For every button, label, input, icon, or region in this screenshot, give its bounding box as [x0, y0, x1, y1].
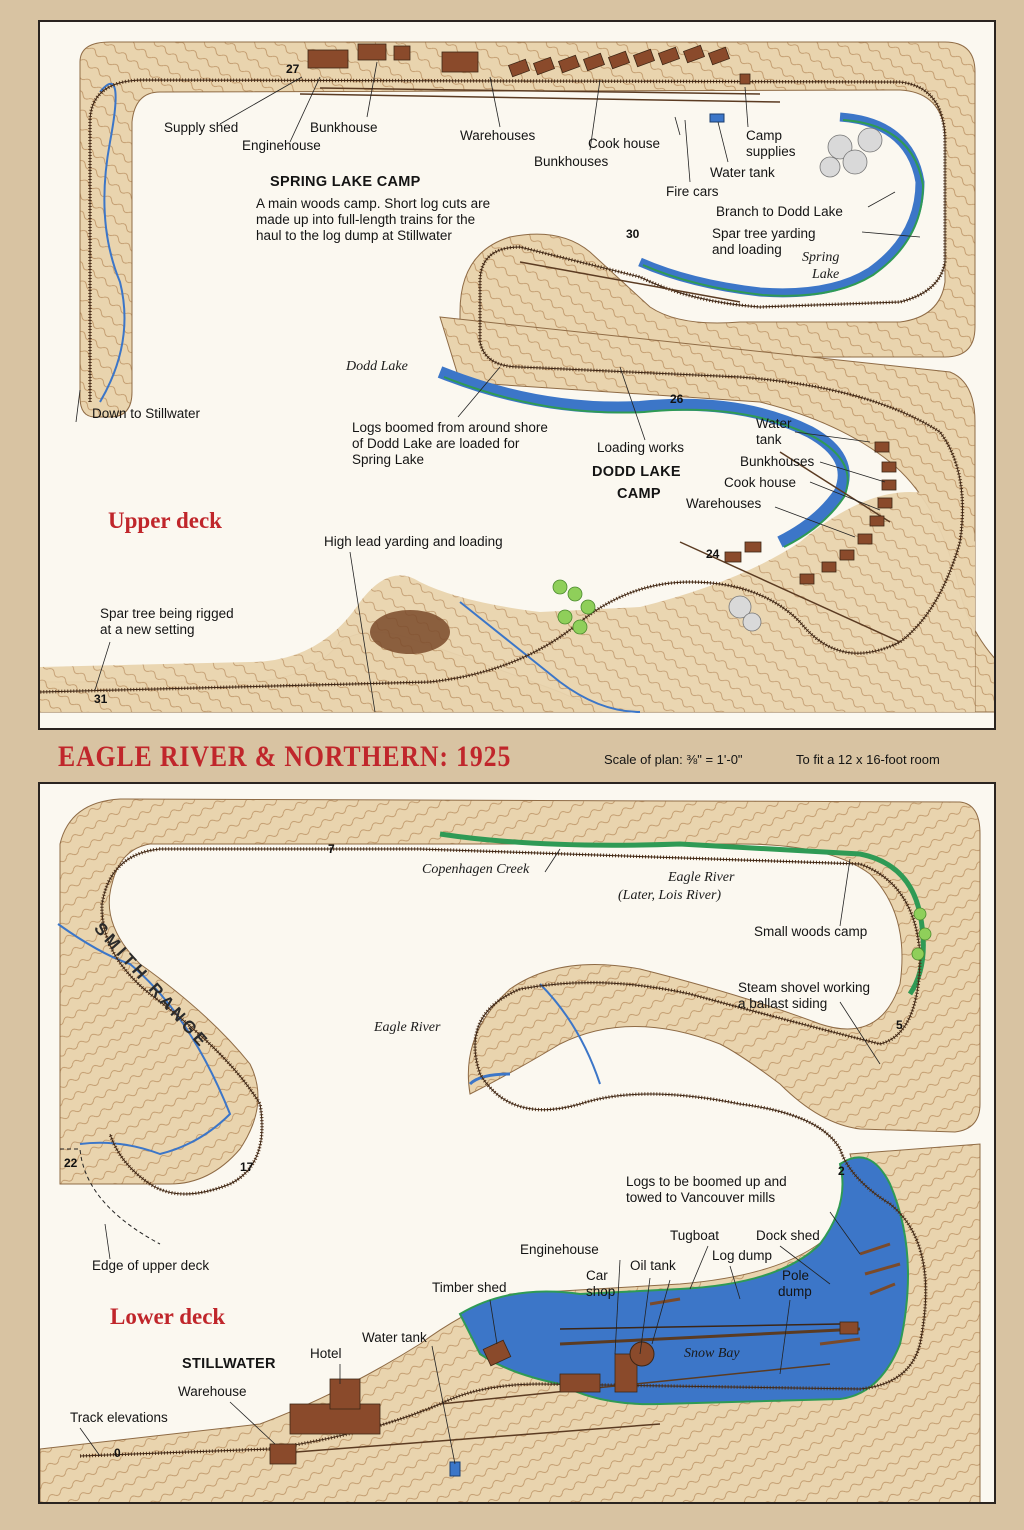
- smith-range-label: SMITH RANGE: [90, 918, 214, 1053]
- label-oil-tank: Oil tank: [630, 1258, 676, 1273]
- upper-deck-label: Upper deck: [108, 508, 222, 533]
- elevation-24: 24: [706, 547, 720, 561]
- label-eagle-river-2: (Later, Lois River): [618, 888, 722, 903]
- label-cook-house2: Cook house: [724, 475, 797, 490]
- elevation-30: 30: [626, 227, 640, 241]
- label-eagle-river-1: Eagle River: [668, 870, 735, 885]
- label-pole-dump-2: dump: [778, 1284, 812, 1299]
- label-tugboat: Tugboat: [670, 1228, 720, 1243]
- label-hotel: Hotel: [310, 1346, 342, 1361]
- oil-tank-shape: [630, 1342, 654, 1366]
- log-pile: [370, 610, 450, 654]
- label-water-tank-lower: Water tank: [362, 1330, 427, 1345]
- label-track-elevations: Track elevations: [70, 1410, 168, 1425]
- label-spar-yarding-1: Spar tree yarding: [712, 226, 816, 241]
- label-snow-bay: Snow Bay: [684, 1346, 740, 1361]
- label-branch-dodd: Branch to Dodd Lake: [716, 204, 843, 219]
- label-enginehouse-lower: Enginehouse: [520, 1242, 599, 1257]
- stillwater-title: STILLWATER: [182, 1356, 276, 1372]
- label-logs-vancouver-1: Logs to be boomed up and: [626, 1174, 787, 1189]
- label-down-stillwater: Down to Stillwater: [92, 406, 201, 421]
- water-tank-icon-lower: [450, 1462, 460, 1476]
- upper-deck-panel: [38, 20, 996, 730]
- label-spring-lake-1: Spring: [802, 250, 840, 265]
- label-spar-rigged-1: Spar tree being rigged: [100, 606, 234, 621]
- elevation-17: 17: [240, 1160, 254, 1174]
- elevation-31: 31: [94, 692, 108, 706]
- dodd-lake-camp-title-1: DODD LAKE: [592, 464, 681, 480]
- label-edge-upper-deck: Edge of upper deck: [92, 1258, 210, 1273]
- label-log-dump: Log dump: [712, 1248, 773, 1263]
- elevation-22: 22: [64, 1156, 78, 1170]
- scale-label: Scale of plan: ⅜" = 1'-0": [604, 752, 743, 767]
- label-camp-supplies-2: supplies: [746, 144, 796, 159]
- label-warehouses2: Warehouses: [686, 496, 762, 511]
- label-water-tank2-2: tank: [756, 432, 782, 447]
- label-spar-yarding-2: and loading: [712, 242, 782, 257]
- elevation-27: 27: [286, 62, 300, 76]
- label-pole-dump-1: Pole: [782, 1268, 810, 1283]
- label-high-lead: High lead yarding and loading: [324, 534, 503, 549]
- label-bunkhouses: Bunkhouses: [534, 154, 609, 169]
- label-bunkhouse: Bunkhouse: [310, 120, 378, 135]
- lower-deck-label: Lower deck: [110, 1304, 226, 1329]
- spring-lake-camp-desc: A main woods camp. Short log cuts are made up into full-length trains for the haul to the log dump at Stillwater: [256, 196, 491, 243]
- label-spring-lake-2: Lake: [812, 267, 840, 282]
- room-label: To fit a 12 x 16-foot room: [796, 752, 940, 767]
- label-car-shop-2: shop: [586, 1284, 616, 1299]
- label-spar-rigged-2: at a new setting: [100, 622, 195, 637]
- label-copenhagen-creek: Copenhagen Creek: [422, 862, 530, 877]
- label-logs-vancouver-2: towed to Vancouver mills: [626, 1190, 776, 1205]
- elevation-7: 7: [328, 842, 335, 856]
- label-supply-shed: Supply shed: [164, 120, 239, 135]
- elevation-0: 0: [114, 1446, 121, 1460]
- water-tank-icon: [710, 114, 724, 122]
- label-fire-cars: Fire cars: [666, 184, 719, 199]
- spring-lake-camp-title: SPRING LAKE CAMP: [270, 174, 421, 190]
- label-warehouse: Warehouse: [178, 1384, 247, 1399]
- label-logs-boomed: Logs boomed from around shore of Dodd Lake are loaded for Spring Lake: [352, 420, 548, 467]
- label-car-shop-1: Car: [586, 1268, 608, 1283]
- label-small-woods-camp: Small woods camp: [754, 924, 868, 939]
- label-steam-shovel-2: a ballast siding: [738, 996, 828, 1011]
- label-water-tank: Water tank: [710, 165, 775, 180]
- lower-deck-panel: [38, 782, 996, 1504]
- label-eagle-river: Eagle River: [374, 1020, 441, 1035]
- label-bunkhouses2: Bunkhouses: [740, 454, 815, 469]
- plan-title: EAGLE RIVER & NORTHERN: 1925: [58, 740, 512, 773]
- dodd-lake-camp-title-2: CAMP: [617, 486, 661, 502]
- elevation-5: 5: [896, 1018, 903, 1032]
- label-timber-shed: Timber shed: [432, 1280, 507, 1295]
- elevation-26: 26: [670, 392, 684, 406]
- label-warehouses: Warehouses: [460, 128, 536, 143]
- label-enginehouse: Enginehouse: [242, 138, 321, 153]
- label-cook-house: Cook house: [588, 136, 661, 151]
- label-steam-shovel-1: Steam shovel working: [738, 980, 871, 995]
- label-camp-supplies-1: Camp: [746, 128, 783, 143]
- label-dodd-lake: Dodd Lake: [346, 359, 408, 374]
- elevation-2: 2: [838, 1164, 845, 1178]
- label-water-tank2-1: Water: [756, 416, 792, 431]
- label-loading-works: Loading works: [597, 440, 685, 455]
- label-dock-shed: Dock shed: [756, 1228, 820, 1243]
